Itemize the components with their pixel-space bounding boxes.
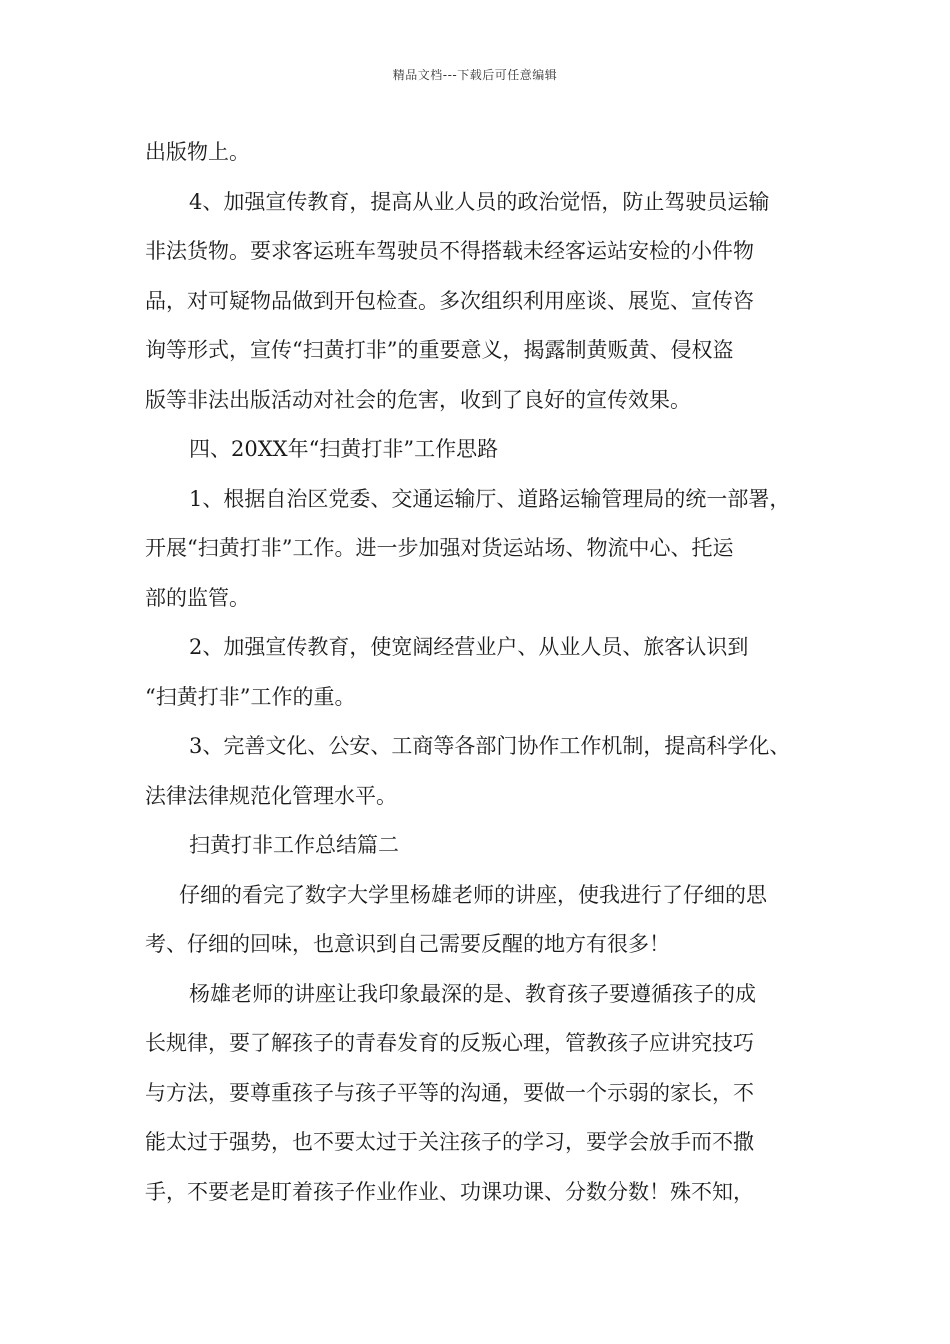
text-line: 开展“扫黄打非”工作。进一步加强对货运站场、物流中心、托运	[145, 536, 734, 560]
text-line: 4、加强宣传教育，提高从业人员的政治觉悟，防止驾驶员运输	[189, 189, 770, 214]
section-title: 扫黄打非工作总结篇二	[189, 833, 399, 857]
page-header: 精品文档---下载后可任意编辑	[392, 68, 558, 82]
text-line: 与方法，要尊重孩子与孩子平等的沟通，要做一个示弱的家长，不	[145, 1080, 754, 1105]
text-line: 非法货物。要求客运班车驾驶员不得搭载未经客运站安检的小件物	[145, 239, 754, 263]
text-line: 部的监管。	[145, 585, 250, 610]
text-line: 长规律，要了解孩子的青春发育的反叛心理，管教孩子应讲究技巧	[145, 1031, 754, 1055]
text-line: 仔细的看完了数字大学里杨雄老师的讲座，使我进行了仔细的思	[179, 882, 767, 907]
text-line: 出版物上。	[145, 140, 250, 164]
text-line: 3、完善文化、公安、工商等各部门协作工作机制，提高科学化、	[189, 734, 791, 758]
text-line: 2、加强宣传教育，使宽阔经营业户、从业人员、旅客认识到	[189, 635, 749, 659]
text-line: “扫黄打非”工作的重。	[145, 684, 356, 709]
text-line: 品，对可疑物品做到开包检查。多次组织利用座谈、展览、宣传咨	[145, 288, 754, 313]
text-line: 考、仔细的回味，也意识到自己需要反醒的地方有很多！	[145, 932, 670, 956]
text-line: 杨雄老师的讲座让我印象最深的是、教育孩子要遵循孩子的成	[189, 981, 756, 1006]
section-heading: 四、20XX年“扫黄打非”工作思路	[189, 437, 499, 461]
text-line: 询等形式，宣传“扫黄打非”的重要意义，揭露制黄贩黄、侵权盗	[145, 338, 734, 362]
text-line: 手，不要老是盯着孩子作业作业、功课功课、分数分数！殊不知，	[145, 1179, 754, 1204]
document-body	[145, 128, 825, 1217]
text-line: 法律法律规范化管理水平。	[145, 783, 397, 808]
text-line: 1、根据自治区党委、交通运输厅、道路运输管理局的统一部署，	[189, 486, 791, 511]
text-line: 能太过于强势，也不要太过于关注孩子的学习，要学会放手而不撒	[145, 1130, 754, 1154]
text-line: 版等非法出版活动对社会的危害，收到了良好的宣传效果。	[145, 387, 691, 412]
